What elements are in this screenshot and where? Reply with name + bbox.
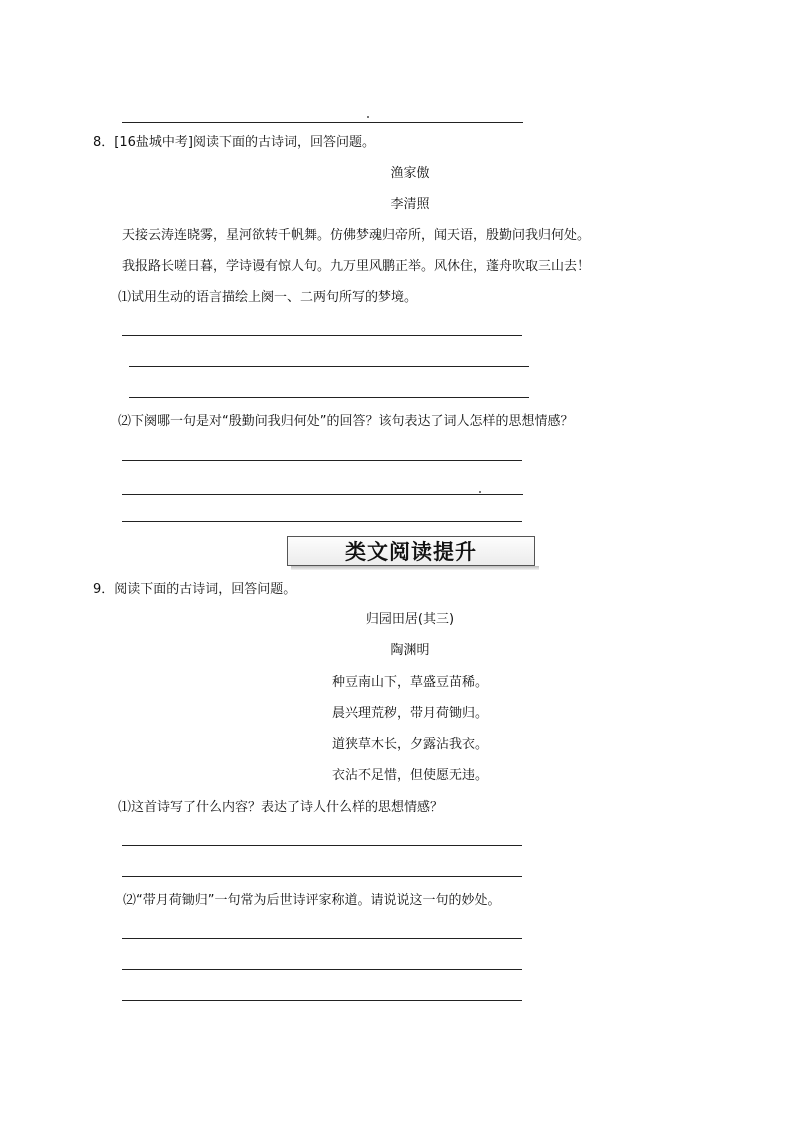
q9-poem-title: 归园田居(其三) <box>365 612 455 627</box>
q8-stem: 8．[16盐城中考]阅读下面的古诗词，回答问题。 <box>93 135 375 150</box>
answer-line <box>122 938 522 939</box>
banner-shadow <box>291 566 539 570</box>
speck <box>479 491 481 493</box>
answer-line <box>122 1000 522 1001</box>
answer-line <box>122 122 523 123</box>
speck <box>367 116 369 118</box>
q9-poem-line-3: 道狭草木长，夕露沾我衣。 <box>331 737 488 752</box>
answer-line <box>122 335 522 336</box>
q9-stem: 9．阅读下面的古诗词，回答问题。 <box>93 582 297 597</box>
q9-sub-question-1: ⑴这首诗写了什么内容？表达了诗人什么样的思想情感？ <box>118 800 444 815</box>
answer-line <box>122 845 522 846</box>
section-banner-title: 类文阅读提升 <box>345 540 477 564</box>
answer-line <box>122 494 523 495</box>
q9-poem-line-4: 衣沾不足惜，但使愿无违。 <box>331 768 488 783</box>
q9-poem-author: 陶渊明 <box>390 643 430 658</box>
answer-line <box>129 397 529 398</box>
q9-sub-question-2: ⑵“带月荷锄归”一句常为后世诗评家称道。请说说这一句的妙处。 <box>123 893 501 908</box>
answer-line <box>129 366 529 367</box>
q8-poem-author: 李清照 <box>390 197 430 212</box>
answer-line <box>122 876 522 877</box>
q9-poem-line-2: 晨兴理荒秽，带月荷锄归。 <box>331 706 488 721</box>
answer-line <box>122 521 522 522</box>
section-banner <box>287 536 535 566</box>
q8-poem-line-1: 天接云涛连晓雾，星河欲转千帆舞。仿佛梦魂归帝所，闻天语，殷勤问我归何处。 <box>122 228 591 243</box>
q8-poem-line-2: 我报路长嗟日暮，学诗谩有惊人句。九万里风鹏正举。风休住，蓬舟吹取三山去！ <box>122 259 591 274</box>
q8-sub-question-2: ⑵下阕哪一句是对“殷勤问我归何处”的回答？该句表达了词人怎样的思想情感？ <box>118 414 574 429</box>
q9-poem-line-1: 种豆南山下，草盛豆苗稀。 <box>331 675 488 690</box>
q8-sub-question-1: ⑴试用生动的语言描绘上阕一、二两句所写的梦境。 <box>118 290 418 305</box>
q8-poem-title: 渔家傲 <box>390 166 430 181</box>
answer-line <box>122 969 522 970</box>
answer-line <box>122 460 522 461</box>
